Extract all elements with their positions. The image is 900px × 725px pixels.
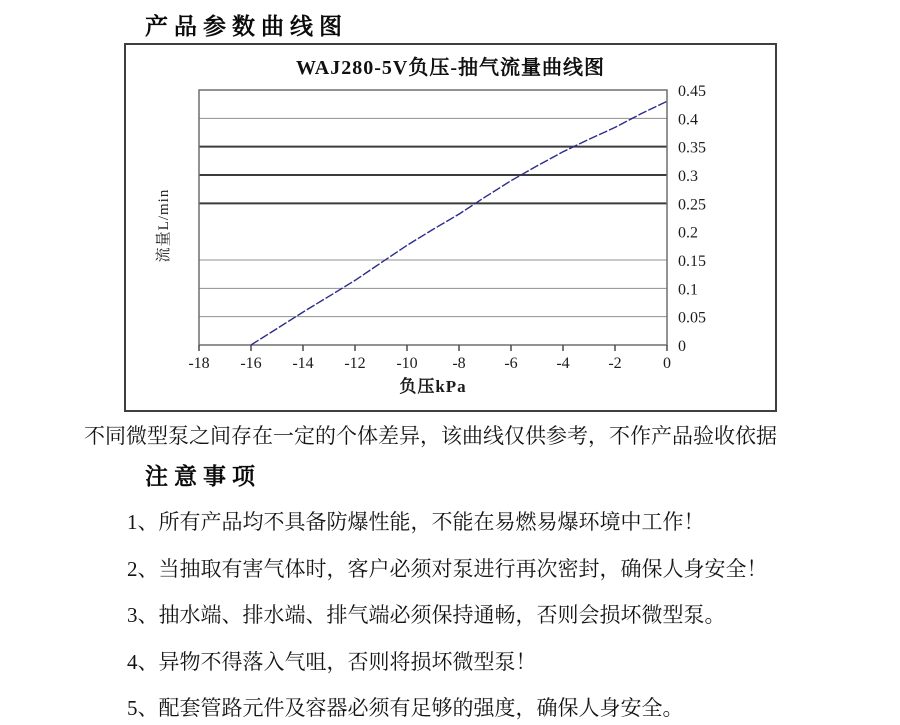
chart-figure (124, 43, 777, 412)
x-tick-label: 0 (663, 355, 671, 372)
note-item-2: 2、当抽取有害气体时，客户必须对泵进行再次密封，确保人身安全！ (127, 557, 768, 581)
y-tick-label: 0.45 (678, 83, 706, 100)
note-item-1: 1、所有产品均不具备防爆性能，不能在易燃易爆环境中工作！ (127, 510, 705, 534)
notes-heading: 注意事项 (145, 463, 261, 489)
chart-canvas (126, 45, 779, 414)
page-title: 产品参数曲线图 (145, 13, 348, 39)
x-tick-label: -6 (504, 355, 518, 372)
y-tick-label: 0.35 (678, 139, 706, 157)
y-tick-label: 0.4 (678, 111, 698, 129)
x-tick-label: -4 (556, 355, 570, 372)
y-tick-label: 0.05 (678, 309, 706, 327)
x-tick-label: -10 (396, 355, 418, 372)
x-tick-label: -16 (240, 355, 262, 372)
plot-border (199, 90, 667, 345)
disclaimer-text: 不同微型泵之间存在一定的个体差异，该曲线仅供参考，不作产品验收依据 (84, 424, 777, 448)
x-axis-label: 负压kPa (399, 377, 467, 396)
x-tick-label: -12 (344, 355, 366, 372)
y-tick-label: 0 (678, 338, 686, 355)
x-tick-label: -2 (608, 355, 622, 372)
note-item-4: 4、异物不得落入气咀，否则将损坏微型泵！ (127, 650, 537, 674)
x-tick-label: -8 (452, 355, 466, 372)
y-tick-label: 0.1 (678, 281, 698, 299)
x-tick-label: -18 (188, 355, 210, 372)
note-item-3: 3、抽水端、排水端、排气端必须保持通畅，否则会损坏微型泵。 (127, 603, 726, 627)
y-tick-label: 0.3 (678, 168, 698, 185)
note-item-5: 5、配套管路元件及容器必须有足够的强度，确保人身安全。 (127, 696, 684, 720)
series-line (251, 101, 667, 345)
chart-title: WAJ280-5V负压-抽气流量曲线图 (296, 57, 605, 79)
x-tick-label: -14 (292, 355, 314, 372)
y-tick-label: 0.2 (678, 224, 698, 242)
y-axis-label: 流量L/min (156, 188, 172, 263)
y-tick-label: 0.25 (678, 196, 706, 214)
y-tick-label: 0.15 (678, 253, 706, 270)
